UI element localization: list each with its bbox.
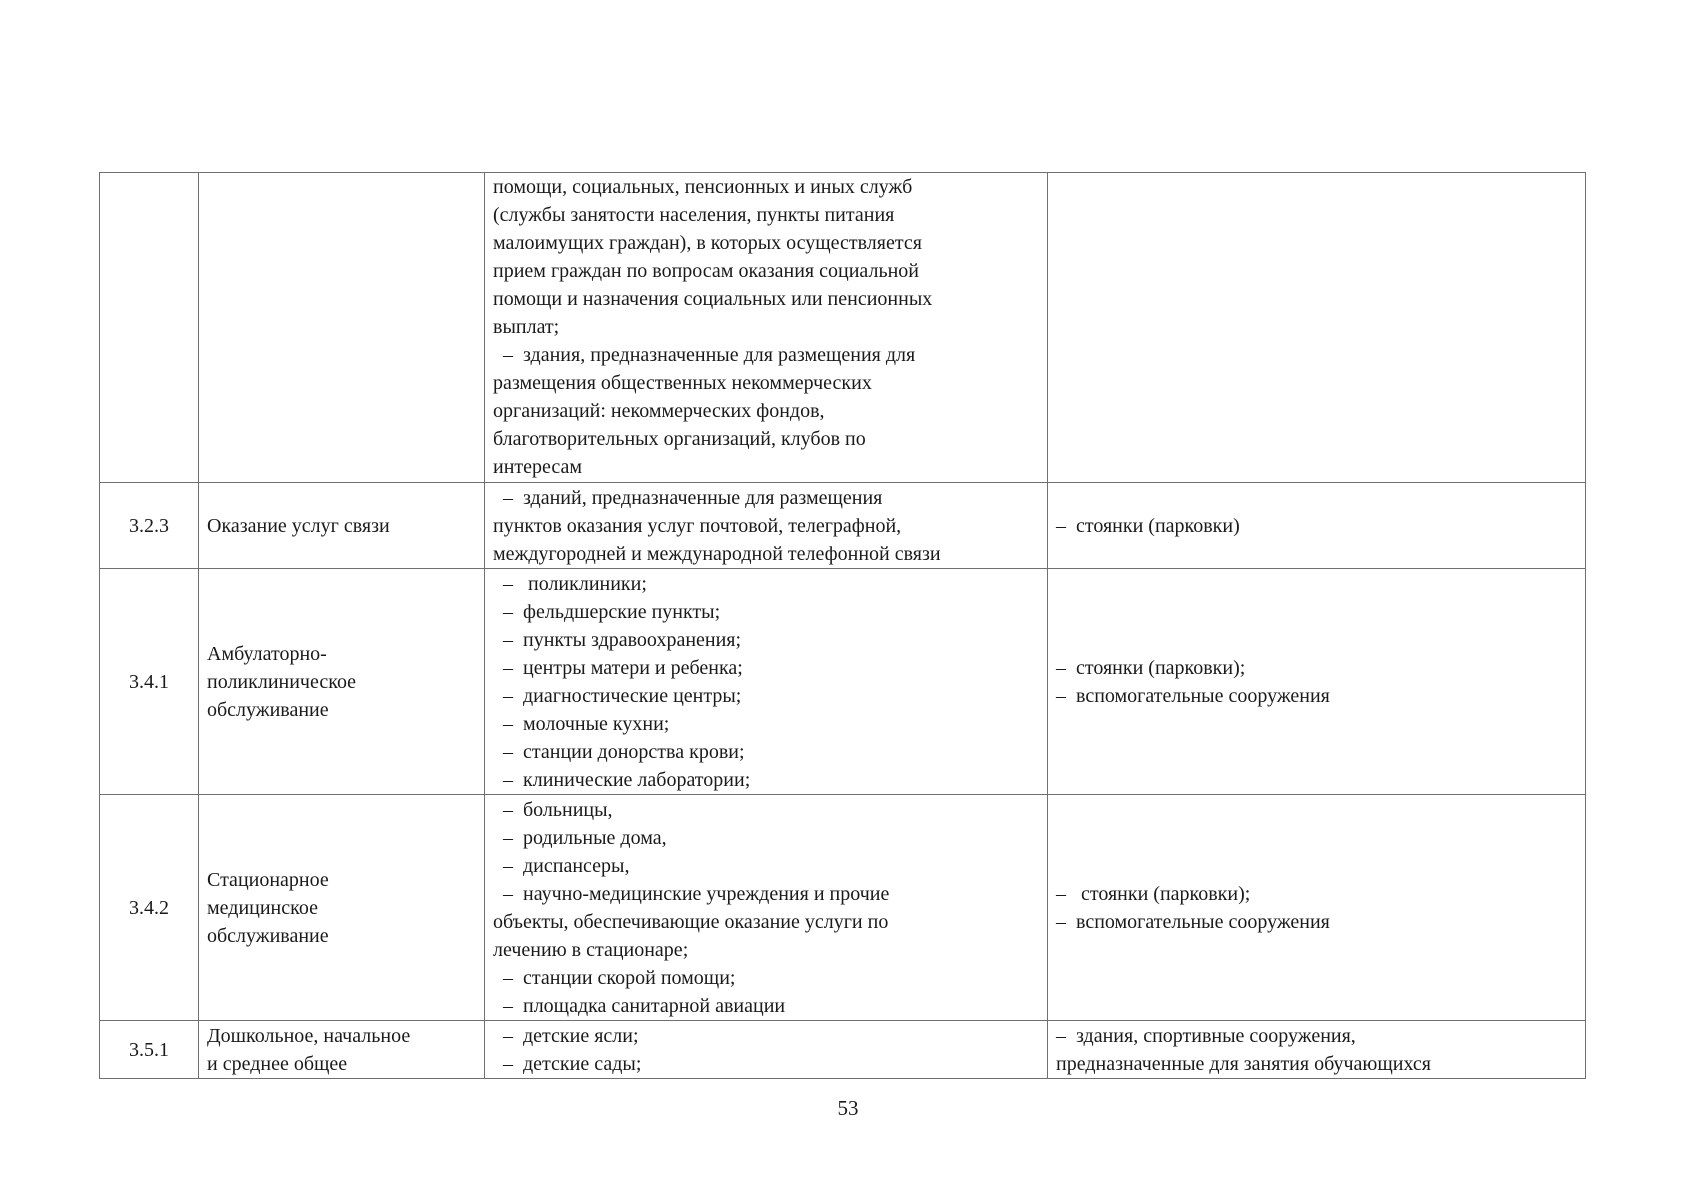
cell-line: выплат;	[493, 316, 560, 338]
cell-line: малоимущих граждан), в которых осуществляется	[493, 232, 922, 254]
auxiliary-use-cell	[1048, 795, 1586, 1021]
cell-line: – зданий, предназначенные для размещения	[493, 486, 883, 509]
code-cell: 3.4.2	[100, 795, 199, 1021]
cell-line: – диспансеры,	[493, 854, 630, 877]
land-use-table	[99, 172, 1586, 1079]
cell-line: благотворительных организаций, клубов по	[493, 428, 866, 450]
cell-line: – здания, спортивные сооружения,	[1056, 1024, 1356, 1047]
cell-line: – фельдшерские пункты;	[493, 600, 721, 623]
cell-line: – детские ясли;	[493, 1024, 639, 1047]
cell-line: прием граждан по вопросам оказания социальной	[493, 260, 919, 282]
name-cell	[199, 1021, 485, 1079]
cell-line: – поликлиники;	[493, 572, 647, 595]
cell-line: обслуживание	[207, 924, 329, 947]
cell-line: обслуживание	[207, 698, 329, 721]
cell-line: – больницы,	[493, 798, 613, 821]
auxiliary-use-cell	[1048, 1021, 1586, 1079]
cell-line: – диагностические центры;	[493, 684, 742, 707]
cell-line: (службы занятости населения, пункты питания	[493, 204, 895, 226]
main-use-cell	[485, 569, 1048, 795]
table-row	[100, 173, 1586, 483]
cell-line: – детские сады;	[493, 1052, 642, 1075]
cell-line: – площадка санитарной авиации	[493, 994, 786, 1017]
cell-line: интересам	[493, 456, 583, 478]
cell-line: – вспомогательные сооружения	[1056, 910, 1330, 933]
cell-line: – пункты здравоохранения;	[493, 628, 742, 651]
main-use-cell	[485, 173, 1048, 483]
table-body	[100, 173, 1586, 1079]
table-row	[100, 795, 1586, 1021]
cell-line: – стоянки (парковки);	[1056, 656, 1246, 679]
main-use-cell	[485, 483, 1048, 569]
table-row	[100, 569, 1586, 795]
page-number: 53	[837, 1096, 859, 1120]
cell-line: Амбулаторно-	[207, 642, 327, 665]
cell-line: и среднее общее	[207, 1052, 348, 1075]
cell-line: размещения общественных некоммерческих	[493, 372, 872, 394]
main-use-cell	[485, 1021, 1048, 1079]
cell-line: помощи и назначения социальных или пенсионных	[493, 288, 933, 310]
cell-line: – родильные дома,	[493, 826, 667, 849]
cell-line: – молочные кухни;	[493, 712, 670, 735]
table-row	[100, 1021, 1586, 1079]
cell-line: пунктов оказания услуг почтовой, телеграфной,	[493, 514, 902, 537]
code-cell: 3.2.3	[100, 483, 199, 569]
name-cell	[199, 569, 485, 795]
cell-line: – станции скорой помощи;	[493, 966, 736, 989]
auxiliary-use-cell	[1048, 483, 1586, 569]
cell-line: поликлиническое	[207, 670, 357, 693]
cell-line: предназначенные для занятия обучающихся	[1056, 1052, 1431, 1075]
cell-line: медицинское	[207, 896, 318, 919]
table-row	[100, 483, 1586, 569]
main-use-cell	[485, 795, 1048, 1021]
name-cell	[199, 795, 485, 1021]
cell-line: междугородней и международной телефонной связи	[493, 542, 941, 565]
cell-line: Стационарное	[207, 868, 329, 891]
cell-line: лечению в стационаре;	[493, 938, 689, 961]
cell-line: – клинические лаборатории;	[493, 768, 751, 791]
cell-line: организаций: некоммерческих фондов,	[493, 400, 825, 422]
cell-line: Дошкольное, начальное	[207, 1024, 411, 1047]
cell-line: – стоянки (парковки)	[1056, 514, 1240, 537]
name-cell	[199, 483, 485, 569]
cell-line: объекты, обеспечивающие оказание услуги по	[493, 910, 889, 933]
cell-line: – вспомогательные сооружения	[1056, 684, 1330, 707]
code-cell: 3.4.1	[100, 569, 199, 795]
cell-line: помощи, социальных, пенсионных и иных служб	[493, 176, 913, 198]
code-cell	[100, 173, 199, 483]
cell-line: – стоянки (парковки);	[1056, 882, 1251, 905]
cell-line: – станции донорства крови;	[493, 740, 745, 763]
auxiliary-use-cell	[1048, 173, 1586, 483]
cell-line: – центры матери и ребенка;	[493, 656, 743, 679]
code-cell: 3.5.1	[100, 1021, 199, 1079]
auxiliary-use-cell	[1048, 569, 1586, 795]
name-cell	[199, 173, 485, 483]
cell-line: – научно-медицинские учреждения и прочие	[493, 882, 890, 905]
cell-line: Оказание услуг связи	[207, 514, 390, 537]
cell-line: – здания, предназначенные для размещения для	[493, 344, 916, 366]
